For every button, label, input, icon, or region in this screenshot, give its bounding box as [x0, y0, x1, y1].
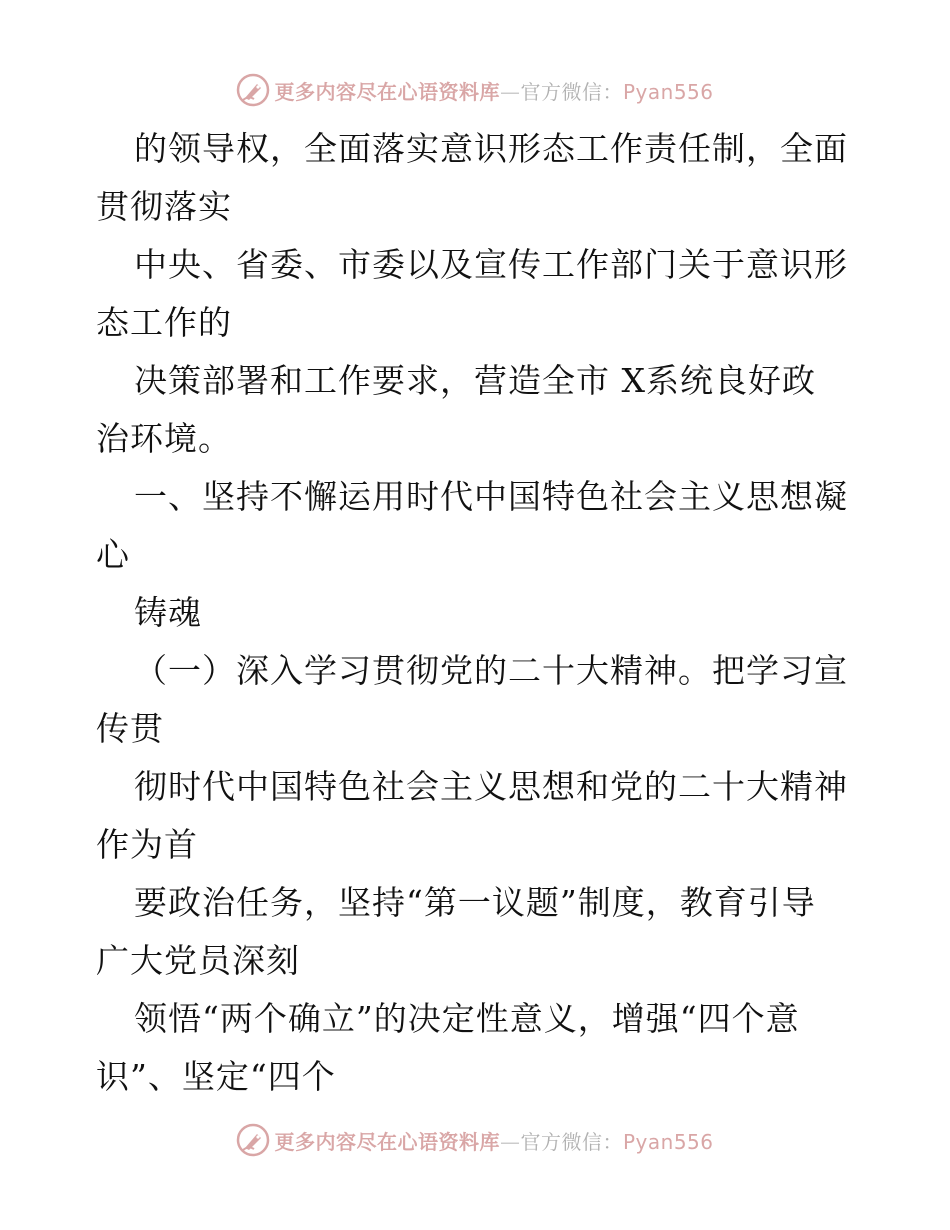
watermark-wechat-id: Pyan556: [622, 1129, 714, 1154]
text-line: 治环境。: [96, 419, 232, 458]
watermark-label: 官方微信：: [520, 1129, 623, 1154]
text-line: 广大党员深刻: [96, 941, 300, 980]
header-watermark: [0, 70, 950, 110]
text-line: 要政治任务，坚持“第一议题”制度，教育引导: [134, 883, 816, 922]
text-line: 领悟“两个确立”的决定性意义，增强“四个意: [134, 999, 800, 1038]
text-line: 的领导权，全面落实意识形态工作责任制，全面: [134, 129, 848, 168]
text-line: 态工作的: [96, 303, 232, 342]
text-line: （一）深入学习贯彻党的二十大精神。把学习宣: [134, 651, 848, 690]
footer-watermark: [0, 1120, 950, 1160]
watermark-label: 官方微信：: [520, 79, 623, 104]
text-line: 识”、坚定“四个: [96, 1057, 336, 1096]
pen-nib-logo-icon: [236, 73, 270, 107]
watermark-dash: —: [499, 1129, 521, 1154]
watermark-title: 更多内容尽在心语资料库: [274, 1129, 500, 1154]
watermark-wechat-id: Pyan556: [622, 79, 714, 104]
text-line: 铸魂: [134, 593, 202, 632]
watermark-title: 更多内容尽在心语资料库: [274, 79, 500, 104]
text-line: 彻时代中国特色社会主义思想和党的二十大精神: [134, 767, 848, 806]
text-line: 作为首: [96, 825, 198, 864]
document-body: [96, 120, 866, 1106]
pen-nib-logo-icon: [236, 1123, 270, 1157]
text-line: 一、坚持不懈运用时代中国特色社会主义思想凝: [134, 477, 848, 516]
text-line: 决策部署和工作要求，营造全市 X系统良好政: [134, 361, 816, 400]
text-line: 传贯: [96, 709, 164, 748]
text-line: 中央、省委、市委以及宣传工作部门关于意识形: [134, 245, 848, 284]
watermark-dash: —: [499, 79, 521, 104]
text-line: 贯彻落实: [96, 187, 232, 226]
text-line: 心: [96, 535, 130, 574]
